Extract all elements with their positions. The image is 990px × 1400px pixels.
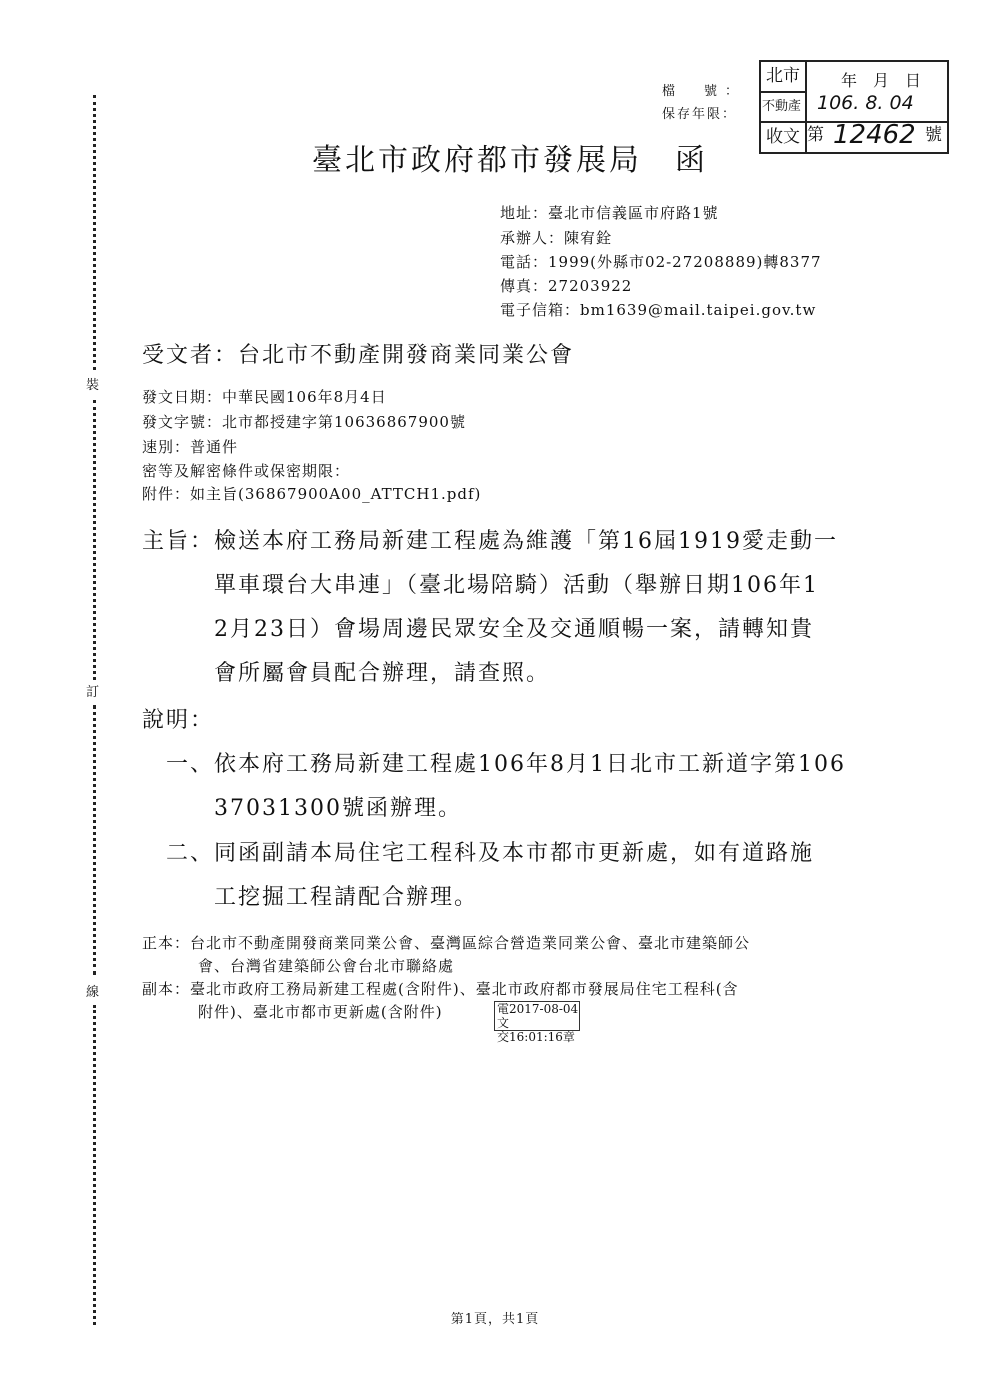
stamp-ymd-label: 年 月 日 bbox=[841, 71, 922, 90]
explanation-item-2-line-1: 二、同函副請本局住宅工程科及本市都市更新處，如有道路施 bbox=[166, 841, 815, 866]
seal-line-1: 電2017-08-04文 bbox=[497, 1002, 579, 1030]
binding-char-zhuang: 裝 bbox=[86, 378, 100, 393]
issue-date: 發文日期：中華民國106年8月4日 bbox=[142, 388, 387, 406]
stamp-assoc: 不動產 bbox=[762, 99, 802, 114]
receipt-stamp bbox=[759, 60, 949, 154]
contact-handler: 承辦人：陳宥銓 bbox=[500, 229, 613, 247]
subject-line-1: 主旨：檢送本府工務局新建工程處為維護「第16屆1919愛走動一 bbox=[142, 529, 838, 554]
binding-line-4 bbox=[93, 1005, 96, 1325]
subject-line-2: 單車環台大串連」（臺北場陪騎）活動（舉辦日期106年1 bbox=[214, 573, 819, 598]
explanation-item-2-line-2: 工挖掘工程請配合辦理。 bbox=[214, 885, 479, 910]
explanation-item-1-line-1: 一、依本府工務局新建工程處106年8月1日北市工新道字第106 bbox=[166, 752, 846, 777]
page-number: 第1頁，共1頁 bbox=[450, 1312, 540, 1327]
file-number-label: 檔 號： bbox=[662, 84, 747, 99]
binding-char-xian: 線 bbox=[86, 985, 100, 1000]
seal-line-2: 交16:01:16章 bbox=[497, 1030, 575, 1044]
copy-recipients-line-1: 副本：臺北市政府工務局新建工程處(含附件)、臺北市政府都市發展局住宅工程科(含 bbox=[142, 980, 739, 998]
electronic-exchange-seal bbox=[494, 1001, 580, 1044]
contact-phone: 電話：1999(外縣市02-27208889)轉8377 bbox=[500, 253, 822, 271]
document-title: 臺北市政府都市發展局 函 bbox=[312, 143, 708, 178]
contact-address: 地址：臺北市信義區市府路1號 bbox=[500, 204, 719, 222]
main-recipients-line-2: 會、台灣省建築師公會台北市聯絡處 bbox=[198, 957, 455, 975]
contact-email: 電子信箱：bm1639@mail.taipei.gov.tw bbox=[500, 301, 817, 319]
main-recipients-line-1: 正本：台北市不動產開發商業同業公會、臺灣區綜合營造業同業公會、臺北市建築師公 bbox=[142, 934, 751, 952]
copy-recipients-line-2: 附件)、臺北市都市更新處(含附件) bbox=[198, 1003, 443, 1021]
stamp-city: 北市 bbox=[766, 66, 800, 86]
stamp-recv: 收文 bbox=[766, 127, 800, 147]
doc-number: 發文字號：北市都授建字第10636867900號 bbox=[142, 413, 466, 431]
speed-category: 速別：普通件 bbox=[142, 438, 239, 456]
secrecy-level: 密等及解密條件或保密期限： bbox=[142, 462, 351, 480]
stamp-number-prefix: 第 bbox=[807, 125, 824, 145]
subject-line-3: 2月23日）會場周邊民眾安全及交通順暢一案，請轉知貴 bbox=[214, 617, 814, 642]
attachment: 附件：如主旨(36867900A00_ATTCH1.pdf) bbox=[142, 485, 482, 503]
binding-char-ding: 訂 bbox=[86, 685, 100, 700]
contact-fax: 傳真：27203922 bbox=[500, 277, 633, 295]
explanation-label: 說明： bbox=[142, 708, 215, 733]
stamp-number-value: 12462 bbox=[833, 120, 916, 150]
subject-line-4: 會所屬會員配合辦理，請查照。 bbox=[214, 661, 551, 686]
recipient: 受文者：台北市不動產開發商業同業公會 bbox=[142, 343, 575, 368]
explanation-item-1-line-2: 37031300號函辦理。 bbox=[214, 796, 462, 821]
binding-line-3 bbox=[93, 705, 96, 975]
binding-line-1 bbox=[93, 95, 96, 370]
stamp-date-value: 106. 8. 04 bbox=[817, 92, 914, 114]
binding-line-2 bbox=[93, 400, 96, 680]
stamp-number-suffix: 號 bbox=[925, 125, 942, 145]
retention-label: 保存年限： bbox=[662, 107, 738, 122]
